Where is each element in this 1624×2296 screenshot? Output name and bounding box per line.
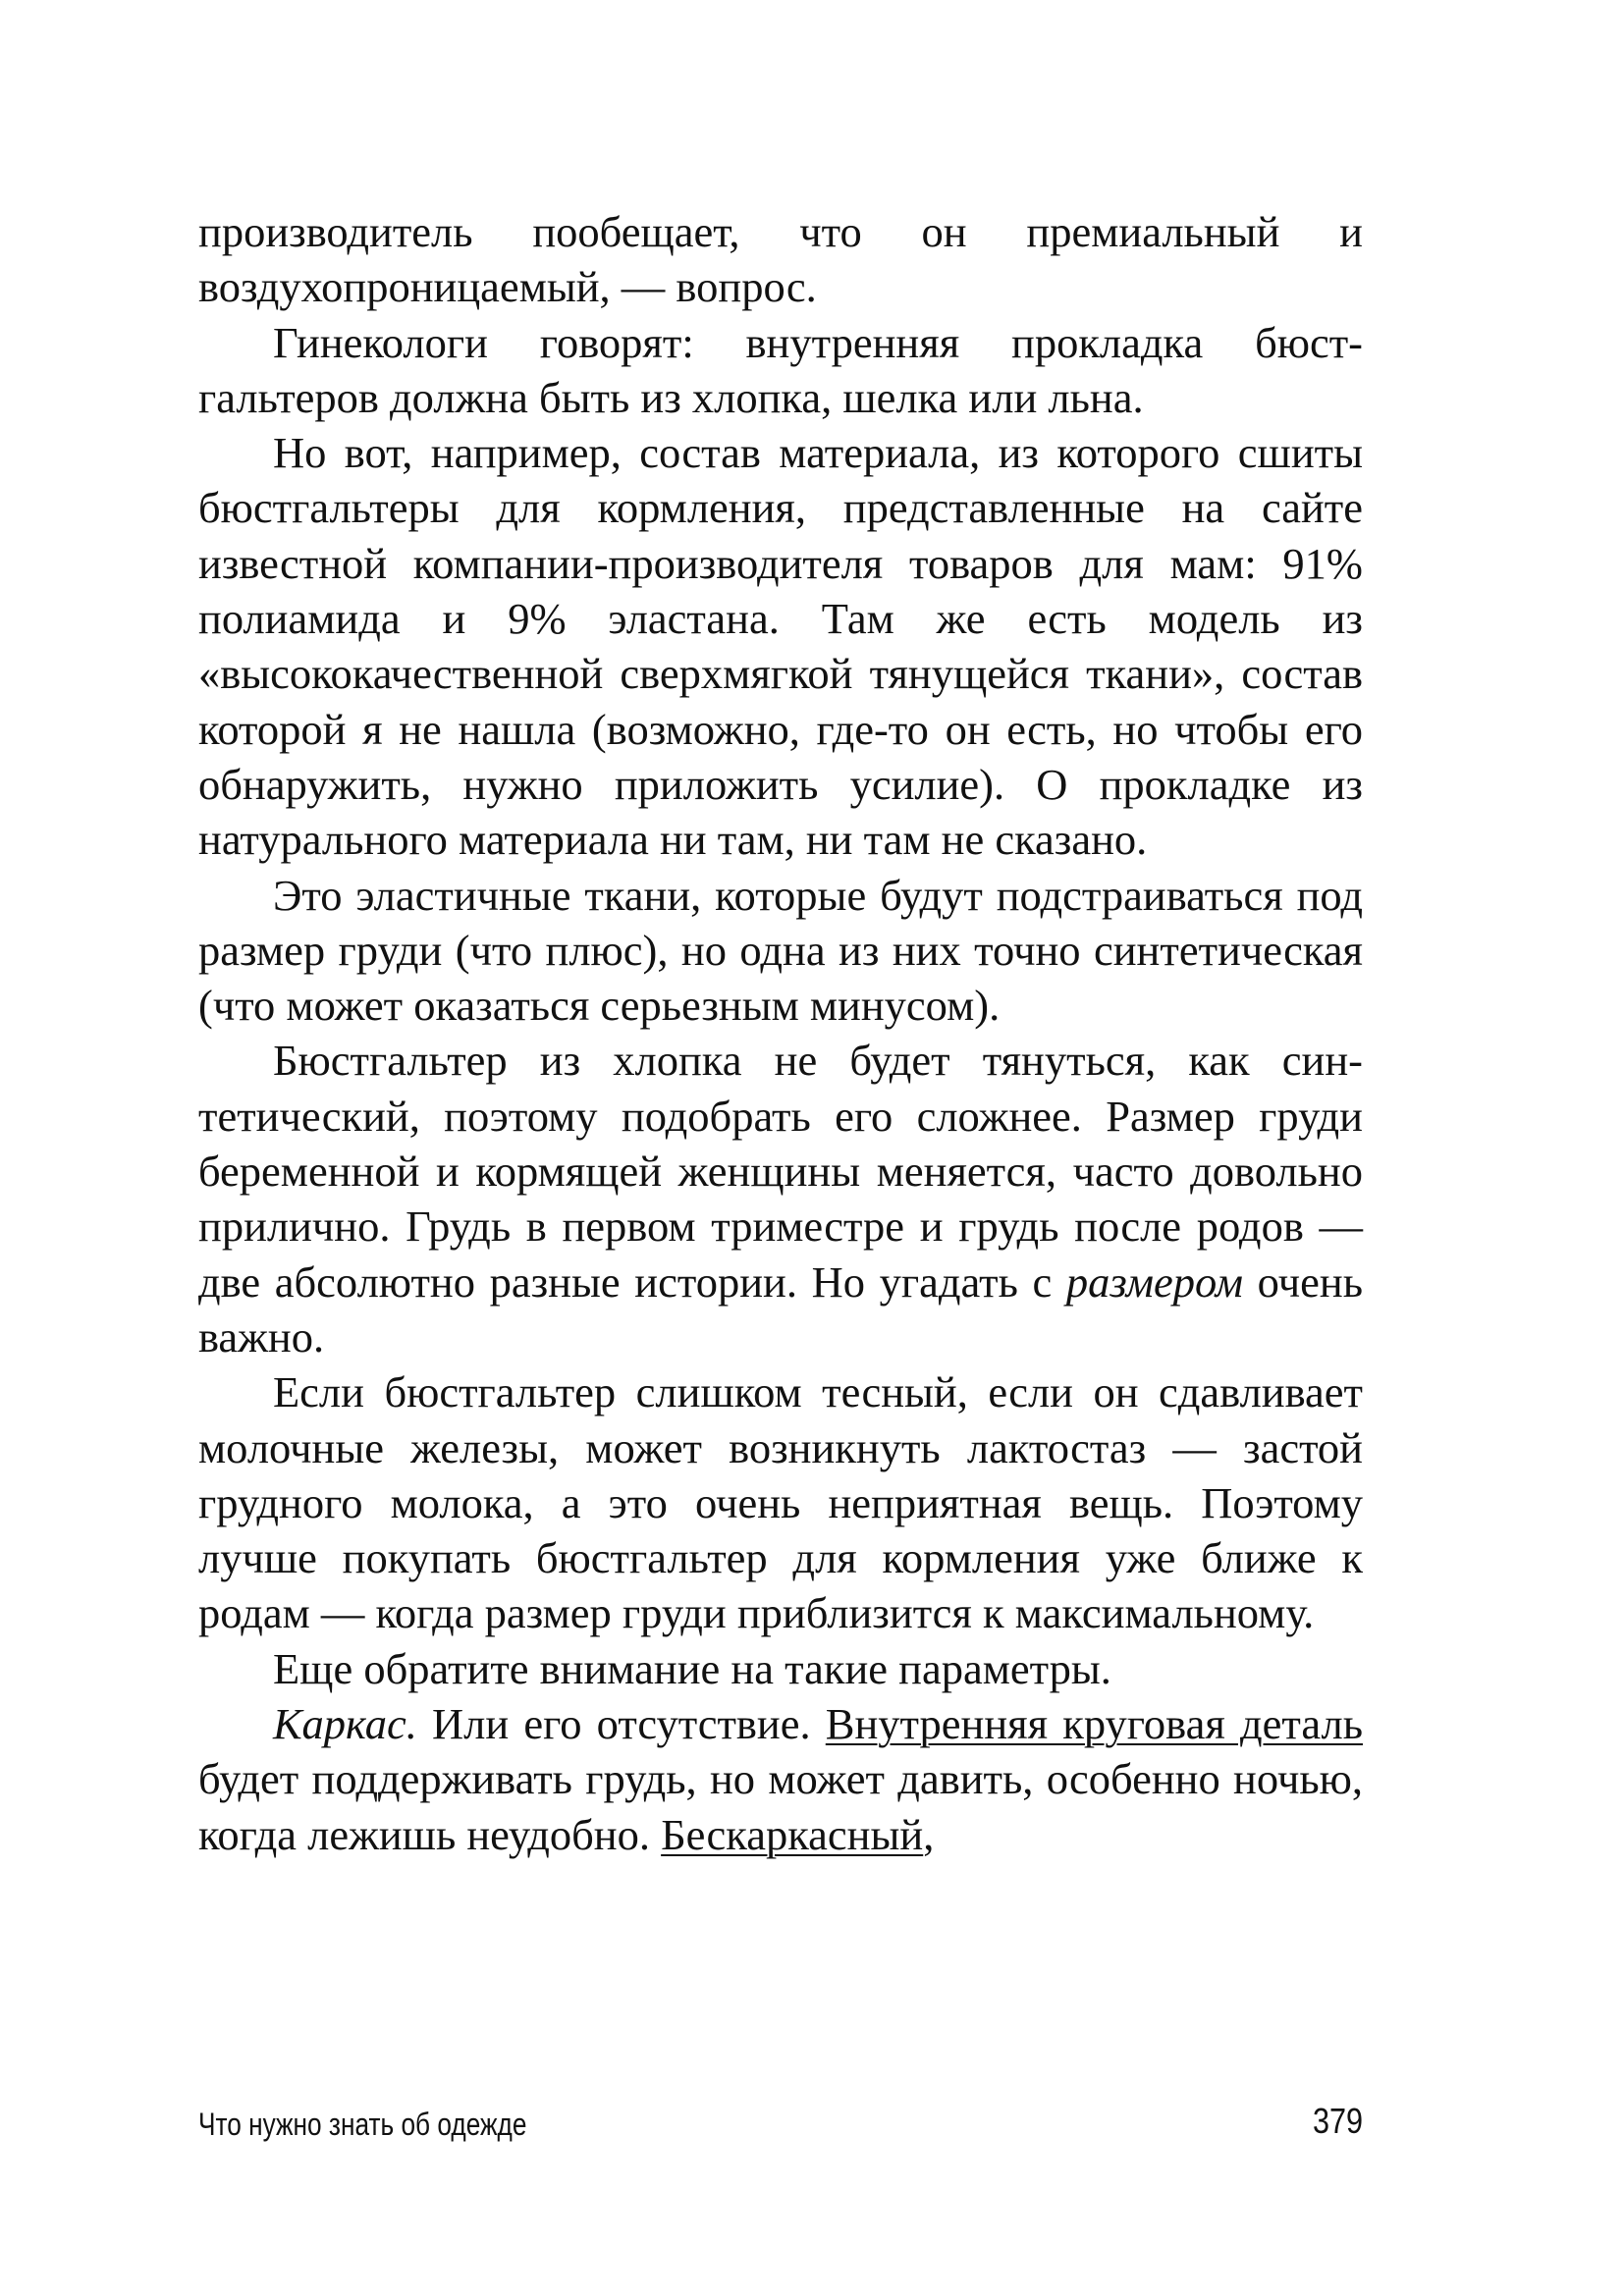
text-run: будет поддерживать грудь, но может давить, особенно ночью, когда лежишь неудобно.	[198, 1754, 1363, 1859]
text-run: Это эластичные ткани, которые будут подстраиваться под размер груди (что плюс), но одна из них точно синтетическая (что может оказаться серьезным минусом).	[198, 870, 1363, 1031]
page-number: 379	[1312, 2101, 1363, 2141]
paragraph	[198, 1641, 1363, 1696]
emphasized-term: Каркас.	[273, 1699, 417, 1749]
paragraph	[198, 204, 1363, 315]
paragraph	[198, 425, 1363, 867]
paragraph	[198, 1364, 1363, 1640]
text-run: Или его отсутствие.	[416, 1699, 826, 1749]
emphasized-term: размером	[1065, 1256, 1244, 1307]
text-run: ,	[923, 1809, 935, 1859]
paragraph	[198, 1033, 1363, 1364]
running-footer-title: Что нужно знать об одежде	[198, 2107, 527, 2142]
text-run: Если бюстгальтер слишком тесный, если он сдавливает молочные железы, может возникнуть лактостаз — застой грудного молока, а это очень неприятная вещь. Поэтому лучше покупать бюстгальтер для кормления уже ближе к родам — когда размер груди приблизится к максимальному.	[198, 1367, 1363, 1638]
paragraph	[198, 868, 1363, 1034]
underlined-term: Бескаркасный	[661, 1809, 924, 1859]
text-run: Гинекологи говорят: внутренняя прокладка бюстгальтеров должна быть из хлопка, шелка или льна.	[198, 317, 1363, 422]
underlined-term: Внутренняя круговая деталь	[825, 1699, 1363, 1749]
text-run: производитель пообещает, что он премиальный и воздухопроницаемый, — вопрос.	[198, 207, 1363, 312]
body-text	[198, 204, 1363, 1862]
text-run: очень важно.	[198, 1256, 1363, 1362]
text-run: Бюстгальтер из хлопка не будет тянуться, как синтетический, поэтому подобрать его сложнее. Размер груди беременной и кормящей женщины меняется, часто довольно прилично. Грудь в первом триместре и грудь после родов — две абсолютно разные истории. Но угадать с	[198, 1036, 1363, 1307]
paragraph	[198, 1696, 1363, 1862]
paragraph	[198, 315, 1363, 426]
text-run: Еще обратите внимание на такие параметры.	[273, 1643, 1111, 1693]
text-run: Но вот, например, состав материала, из которого сшиты бюстгальтеры для кормления, представленные на сайте известной компании-производителя товаров для мам: 91% полиамида и 9% эластана. Там же есть модель из «высококачественной сверхмягкой тянущейся ткани», состав которой я не нашла (возможно, где-то он есть, но чтобы его обнаружить, нужно приложить усилие). О прокладке из натурального материала ни там, ни там не сказано.	[198, 428, 1363, 865]
